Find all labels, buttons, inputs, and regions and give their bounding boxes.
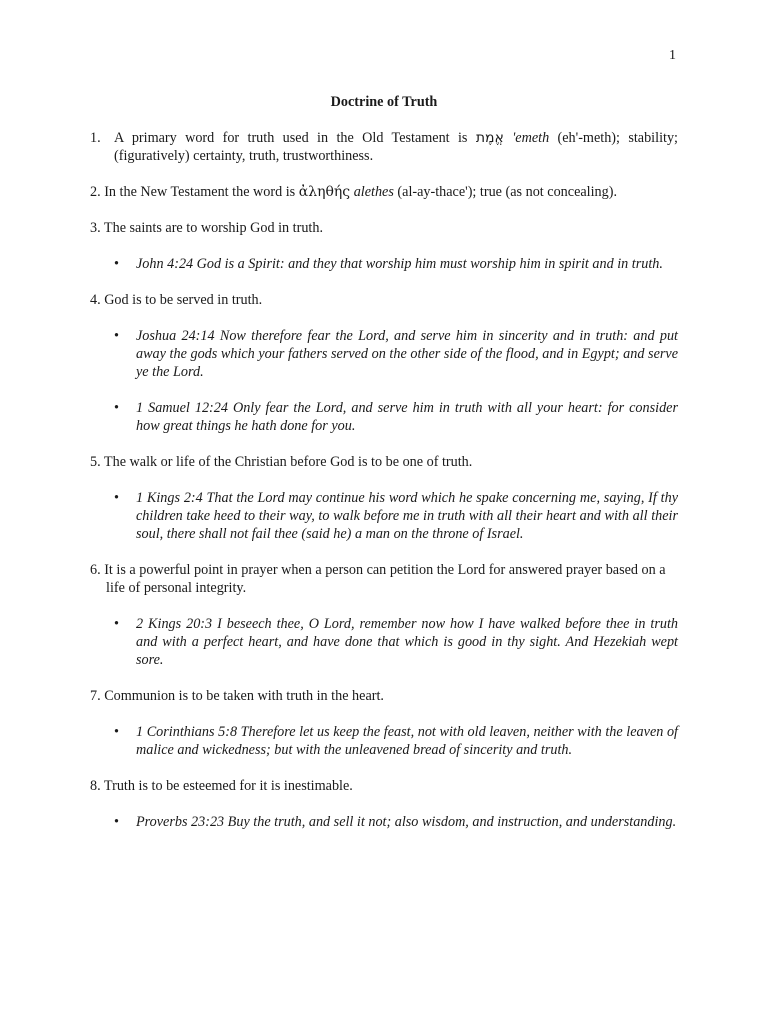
verse-item — [90, 615, 678, 669]
point-text — [114, 129, 678, 165]
point-7: 7. Communion is to be taken with truth in the heart. — [90, 688, 384, 704]
verse-list — [90, 813, 678, 831]
bullet-glyph: • — [114, 814, 119, 830]
verse-text: 1 Samuel 12:24 Only fear the Lord, and serve him in truth with all your heart: for consider how great things he hath done for you. — [136, 400, 678, 434]
greek-word: ἀληθής — [298, 184, 351, 200]
transliteration: 'emeth — [503, 130, 550, 146]
point-text-after: (al-ay-thace'); true (as not concealing). — [393, 184, 618, 200]
verse-list — [90, 615, 678, 669]
point-text-before: 2. In the New Testament the word is — [90, 184, 299, 200]
point-4: 4. God is to be served in truth. — [90, 292, 263, 308]
bullet-glyph: • — [114, 256, 119, 272]
verse-list — [90, 255, 678, 273]
point-text-before: A primary word for truth used in the Old Testament is — [114, 130, 476, 146]
hebrew-word: אֱמֶת — [475, 130, 504, 146]
verse-text: John 4:24 God is a Spirit: and they that worship him must worship him in spirit and in truth. — [136, 256, 663, 272]
point-2 — [90, 183, 678, 201]
point-1 — [90, 129, 678, 165]
verse-list — [90, 327, 678, 435]
bullet-glyph: • — [114, 490, 119, 506]
verse-text: 2 Kings 20:3 I beseech thee, O Lord, remember now how I have walked before thee in truth and with a perfect heart, and have done that which is good in thy sight. And Hezekiah wept sore. — [136, 616, 678, 668]
document-body — [90, 129, 678, 849]
bullet-glyph: • — [114, 400, 119, 416]
verse-item — [90, 327, 678, 381]
point-3: 3. The saints are to worship God in truth. — [90, 220, 324, 236]
verse-text: 1 Kings 2:4 That the Lord may continue his word which he spake concerning me, saying, If thy children take heed to their way, to walk before me in truth with all their heart and with all their soul, there shall not fail thee (said he) a man on the throne of Israel. — [136, 490, 678, 542]
verse-list — [90, 489, 678, 543]
point-number: 1. — [90, 130, 101, 146]
point-text-after: (eh'-meth); stability; (figuratively) certainty, truth, trustworthiness. — [114, 130, 678, 164]
page-number: 1 — [669, 48, 676, 63]
point-6: 6. It is a powerful point in prayer when a person can petition the Lord for answered prayer based on a life of personal integrity. — [90, 562, 666, 596]
point-5: 5. The walk or life of the Christian before God is to be one of truth. — [90, 454, 473, 470]
bullet-glyph: • — [114, 616, 119, 632]
point-8: 8. Truth is to be esteemed for it is inestimable. — [90, 778, 353, 794]
bullet-glyph: • — [114, 724, 119, 740]
transliteration: alethes — [350, 184, 394, 200]
document-title: Doctrine of Truth — [330, 94, 438, 110]
verse-item — [90, 489, 678, 543]
bullet-glyph: • — [114, 328, 119, 344]
verse-item — [90, 255, 678, 273]
verse-item — [90, 399, 678, 435]
verse-list — [90, 723, 678, 759]
verse-text: Joshua 24:14 Now therefore fear the Lord, and serve him in sincerity and in truth: and put away the gods which your fathers served on the other side of the flood, and in Egypt; and serve ye the Lord. — [136, 328, 678, 380]
verse-text: Proverbs 23:23 Buy the truth, and sell it not; also wisdom, and instruction, and understanding. — [136, 814, 677, 830]
verse-item — [90, 723, 678, 759]
verse-item — [90, 813, 678, 831]
verse-text: 1 Corinthians 5:8 Therefore let us keep the feast, not with old leaven, neither with the leaven of malice and wickedness; but with the unleavened bread of sincerity and truth. — [136, 724, 678, 758]
